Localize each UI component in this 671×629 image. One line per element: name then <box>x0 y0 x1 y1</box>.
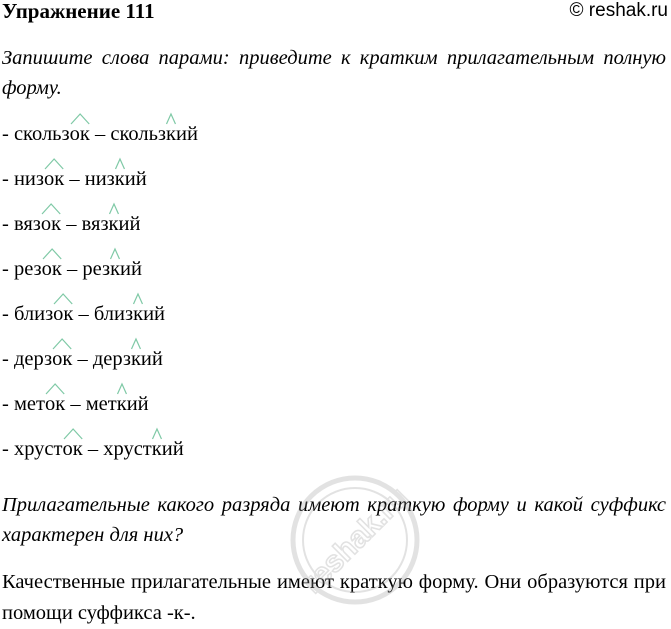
list-dash: - <box>2 393 14 415</box>
pair-separator: – <box>89 123 111 145</box>
word-pair <box>2 121 198 147</box>
list-dash: - <box>2 438 14 460</box>
full-form-stem: низ <box>84 168 115 190</box>
answer-text: Качественные прилагательные имеют краткую форму. Они образуются при помощи суффикса -к-. <box>2 571 666 624</box>
full-form-stem: дерз <box>92 348 131 370</box>
short-form-stem: близ <box>13 303 54 325</box>
short-form-stem: хруст <box>13 438 63 460</box>
full-form-stem: вяз <box>81 213 109 235</box>
short-form-stem: рез <box>13 258 42 280</box>
pair-separator: – <box>73 303 94 325</box>
list-dash: - <box>2 123 14 145</box>
task-question: Прилагательные какого разряда имеют краткую форму и какой суффикс характерен для них? <box>2 494 666 546</box>
full-form-stem: близ <box>93 303 134 325</box>
exercise-title: Упражнение 111 <box>2 0 155 23</box>
full-form-suffix: к <box>152 438 162 460</box>
word-pair <box>2 436 184 462</box>
source-label: © reshak.ru <box>569 0 668 21</box>
full-form-stem: рез <box>82 258 111 280</box>
short-form-suffix: ок <box>42 258 62 280</box>
full-form-ending: ий <box>140 348 163 370</box>
full-form-ending: ий <box>176 123 198 145</box>
list-dash: - <box>2 348 14 370</box>
pair-separator: – <box>61 258 83 280</box>
task-instruction: Запишите слова парами: приведите к кратким прилагательным полную форму. <box>2 47 666 99</box>
short-form-stem: мет <box>13 393 45 415</box>
full-form-ending: ий <box>120 258 142 280</box>
short-form-suffix: ок <box>41 213 61 235</box>
word-pair <box>2 211 140 237</box>
short-form-suffix: ок <box>63 438 83 460</box>
list-dash: - <box>2 303 14 325</box>
full-form-suffix: к <box>115 168 125 190</box>
full-form-stem: мет <box>85 393 117 415</box>
full-form-suffix: к <box>166 123 176 145</box>
full-form-ending: ий <box>143 303 166 325</box>
short-form-suffix: ок <box>52 348 72 370</box>
full-form-ending: ий <box>126 393 149 415</box>
full-form-stem: хруст <box>103 438 152 460</box>
word-pair <box>2 391 149 417</box>
short-form-stem: дерз <box>13 348 53 370</box>
list-dash: - <box>2 213 14 235</box>
short-form-suffix: ок <box>53 303 73 325</box>
short-form-stem: скольз <box>13 123 70 145</box>
full-form-suffix: к <box>117 393 127 415</box>
word-pair <box>2 166 147 192</box>
word-pair <box>2 256 142 282</box>
word-pair <box>2 346 163 372</box>
word-pair <box>2 301 165 327</box>
list-dash: - <box>2 258 14 280</box>
pair-separator: – <box>72 348 93 370</box>
list-dash: - <box>2 168 14 190</box>
short-form-stem: низ <box>13 168 44 190</box>
svg-text:reshak.ru: reshak.ru <box>295 480 415 600</box>
pair-separator: – <box>65 393 86 415</box>
full-form-ending: ий <box>161 438 184 460</box>
short-form-suffix: ок <box>70 123 90 145</box>
page-header <box>2 0 668 24</box>
full-form-suffix: к <box>109 213 119 235</box>
full-form-suffix: к <box>131 348 141 370</box>
short-form-suffix: ок <box>45 393 65 415</box>
full-form-suffix: к <box>133 303 143 325</box>
short-form-stem: вяз <box>13 213 41 235</box>
pair-separator: – <box>82 438 104 460</box>
full-form-ending: ий <box>118 213 141 235</box>
full-form-suffix: к <box>110 258 120 280</box>
pair-separator: – <box>61 213 82 235</box>
full-form-stem: скольз <box>110 123 167 145</box>
short-form-suffix: ок <box>44 168 64 190</box>
full-form-ending: ий <box>124 168 147 190</box>
pair-separator: – <box>64 168 85 190</box>
